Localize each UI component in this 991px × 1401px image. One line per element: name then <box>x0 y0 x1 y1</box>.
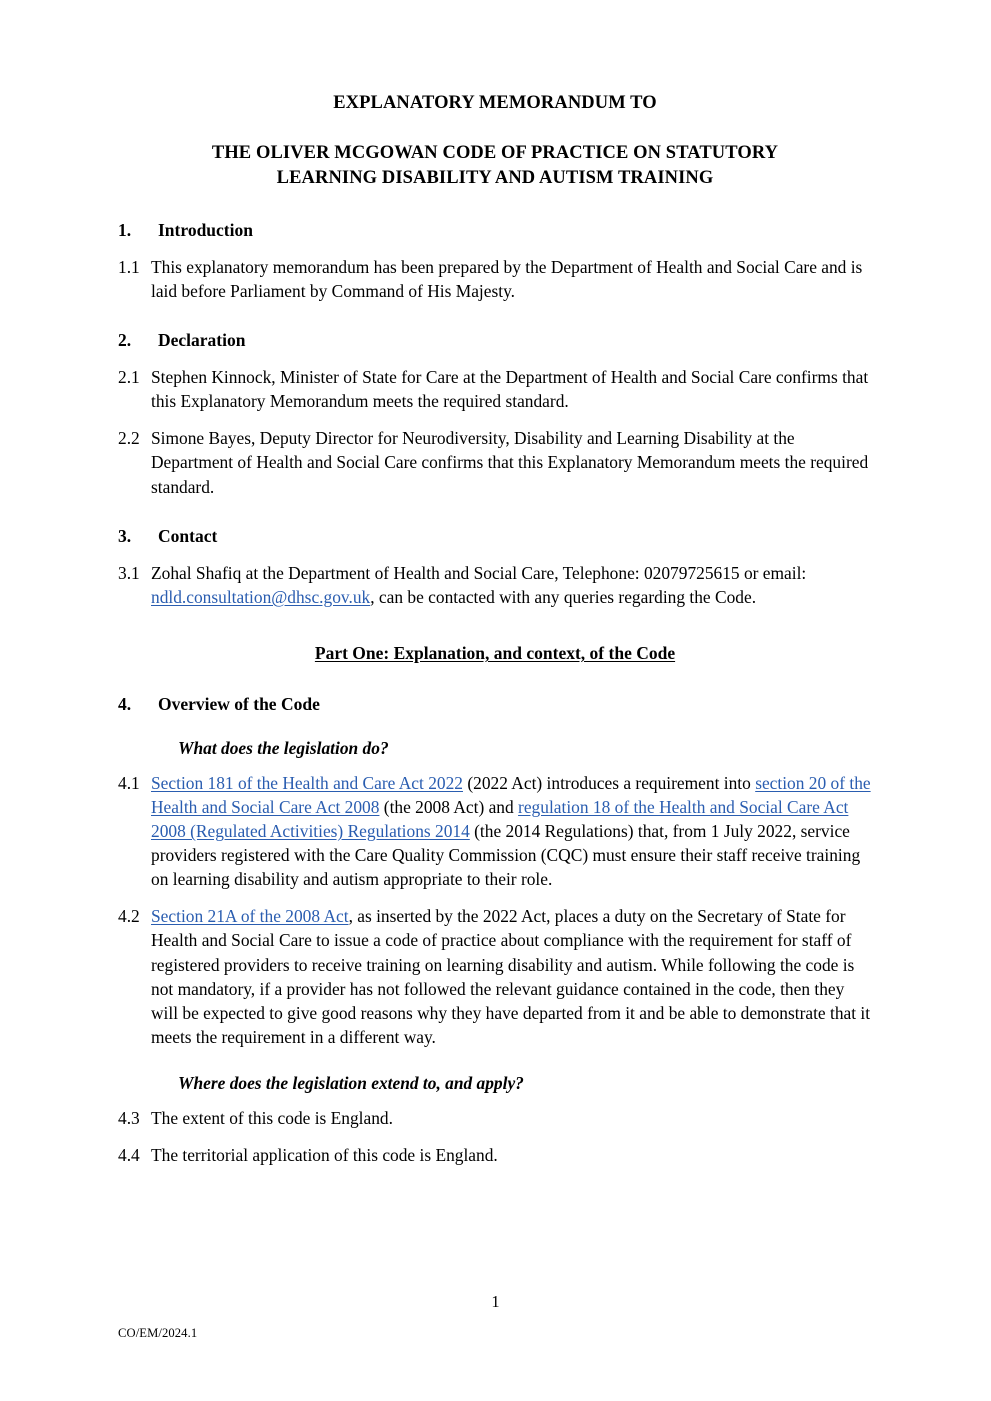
paragraph-number: 2.1 <box>118 367 140 388</box>
subheading-what-does-the-legislation-do: What does the legislation do? <box>178 737 389 758</box>
legislation-link-regulation-18[interactable]: regulation 18 of the Health and Social Care Act 2008 (Regulated Activities) Regulations 2014 <box>151 796 849 842</box>
section-number: 3. <box>118 525 132 546</box>
paragraph-number: 3.1 <box>118 562 140 583</box>
paragraph-2-1 <box>118 365 872 413</box>
footer-document-reference: CO/EM/2024.1 <box>118 1326 198 1340</box>
document-title-secondary-line-2: LEARNING DISABILITY AND AUTISM TRAINING <box>276 168 714 188</box>
section-number: 4. <box>118 693 132 714</box>
paragraph-text-after-email: , can be contacted with any queries regarding the Code. <box>370 586 757 607</box>
paragraph-number: 4.2 <box>118 906 140 927</box>
paragraph-number: 1.1 <box>118 257 140 277</box>
paragraph-2-2 <box>118 426 872 498</box>
email-link[interactable]: ndld.consultation@dhsc.gov.uk <box>151 586 371 607</box>
paragraph-4-2 <box>118 904 872 1049</box>
paragraph-text: The territorial application of this code is England. <box>151 1144 498 1165</box>
paragraph-3-1 <box>118 561 872 609</box>
paragraph-1-1 <box>118 255 872 303</box>
paragraph-text: This explanatory memorandum has been prepared by the Department of Health and Social Care and is laid before Parliament by Command of His Majesty. <box>151 257 863 302</box>
page-number: 1 <box>491 1292 500 1311</box>
part-one-heading <box>118 641 872 665</box>
section-heading-declaration <box>118 328 872 352</box>
paragraph-segment-1: (2022 Act) introduces a requirement into <box>463 772 756 793</box>
section-number: 2. <box>118 330 132 351</box>
document-title-secondary <box>118 115 872 191</box>
paragraph-4-1 <box>118 771 872 891</box>
paragraph-text-before-email: Zohal Shafiq at the Department of Health and Social Care, Telephone: 02079725615 or email: <box>151 562 807 583</box>
paragraph-number: 4.4 <box>118 1144 140 1165</box>
paragraph-number: 4.3 <box>118 1107 140 1128</box>
part-one-heading-label: Part One: Explanation, and context, of the Code <box>314 642 676 663</box>
legislation-link-section-21a[interactable]: Section 21A of the 2008 Act <box>151 906 349 927</box>
section-heading-label: Declaration <box>158 330 246 351</box>
section-heading-label: Introduction <box>158 220 253 240</box>
paragraph-segment-3: (the 2014 Regulations) that, from 1 July 2022, service providers registered with the Care Quality Commission (CQC) must ensure their staff receive training on learning disability and autism appropriate to their role. <box>151 821 861 890</box>
document-content <box>118 0 872 1167</box>
paragraph-segment-2: (the 2008 Act) and <box>379 796 519 817</box>
section-heading-label: Overview of the Code <box>158 693 320 714</box>
subheading-where-does-the-legislation-extend: Where does the legislation extend to, and apply? <box>178 1072 524 1093</box>
section-heading-label: Contact <box>158 525 218 546</box>
legislation-link-section-181[interactable]: Section 181 of the Health and Care Act 2022 <box>151 772 463 793</box>
legislation-link-section-20[interactable]: section 20 of the Health and Social Care Act 2008 <box>151 772 871 817</box>
paragraph-4-4 <box>118 1143 872 1167</box>
section-number: 1. <box>118 220 132 240</box>
paragraph-text: Stephen Kinnock, Minister of State for Care at the Department of Health and Social Care confirms that this Explanatory Memorandum meets the required standard. <box>151 367 869 412</box>
paragraph-number: 4.1 <box>118 772 140 793</box>
paragraph-4-3 <box>118 1106 872 1130</box>
paragraph-text: Simone Bayes, Deputy Director for Neurodiversity, Disability and Learning Disability at the Department of Health and Social Care confirms that this Explanatory Memorandum meets the required standard. <box>151 428 869 497</box>
section-heading-overview <box>118 692 872 716</box>
paragraph-text: The extent of this code is England. <box>151 1107 393 1128</box>
paragraph-segment-1: , as inserted by the 2022 Act, places a duty on the Secretary of State for Health and Social Care to issue a code of practice about compliance with the requirement for staff of registered providers to receive training on learning disability and autism. While following the code is not mandatory, if a provider has not followed the relevant guidance contained in the code, then they will be expected to give good reasons why they have departed from it and be able to demonstrate that it meets the requirement in a different way. <box>151 906 871 1047</box>
section-heading-introduction <box>118 218 872 242</box>
paragraph-number: 2.2 <box>118 428 140 449</box>
document-title-secondary-line-1: THE OLIVER MCGOWAN CODE OF PRACTICE ON STATUTORY <box>211 143 779 163</box>
document-title-primary: EXPLANATORY MEMORANDUM TO <box>333 93 657 113</box>
section-heading-contact <box>118 524 872 548</box>
